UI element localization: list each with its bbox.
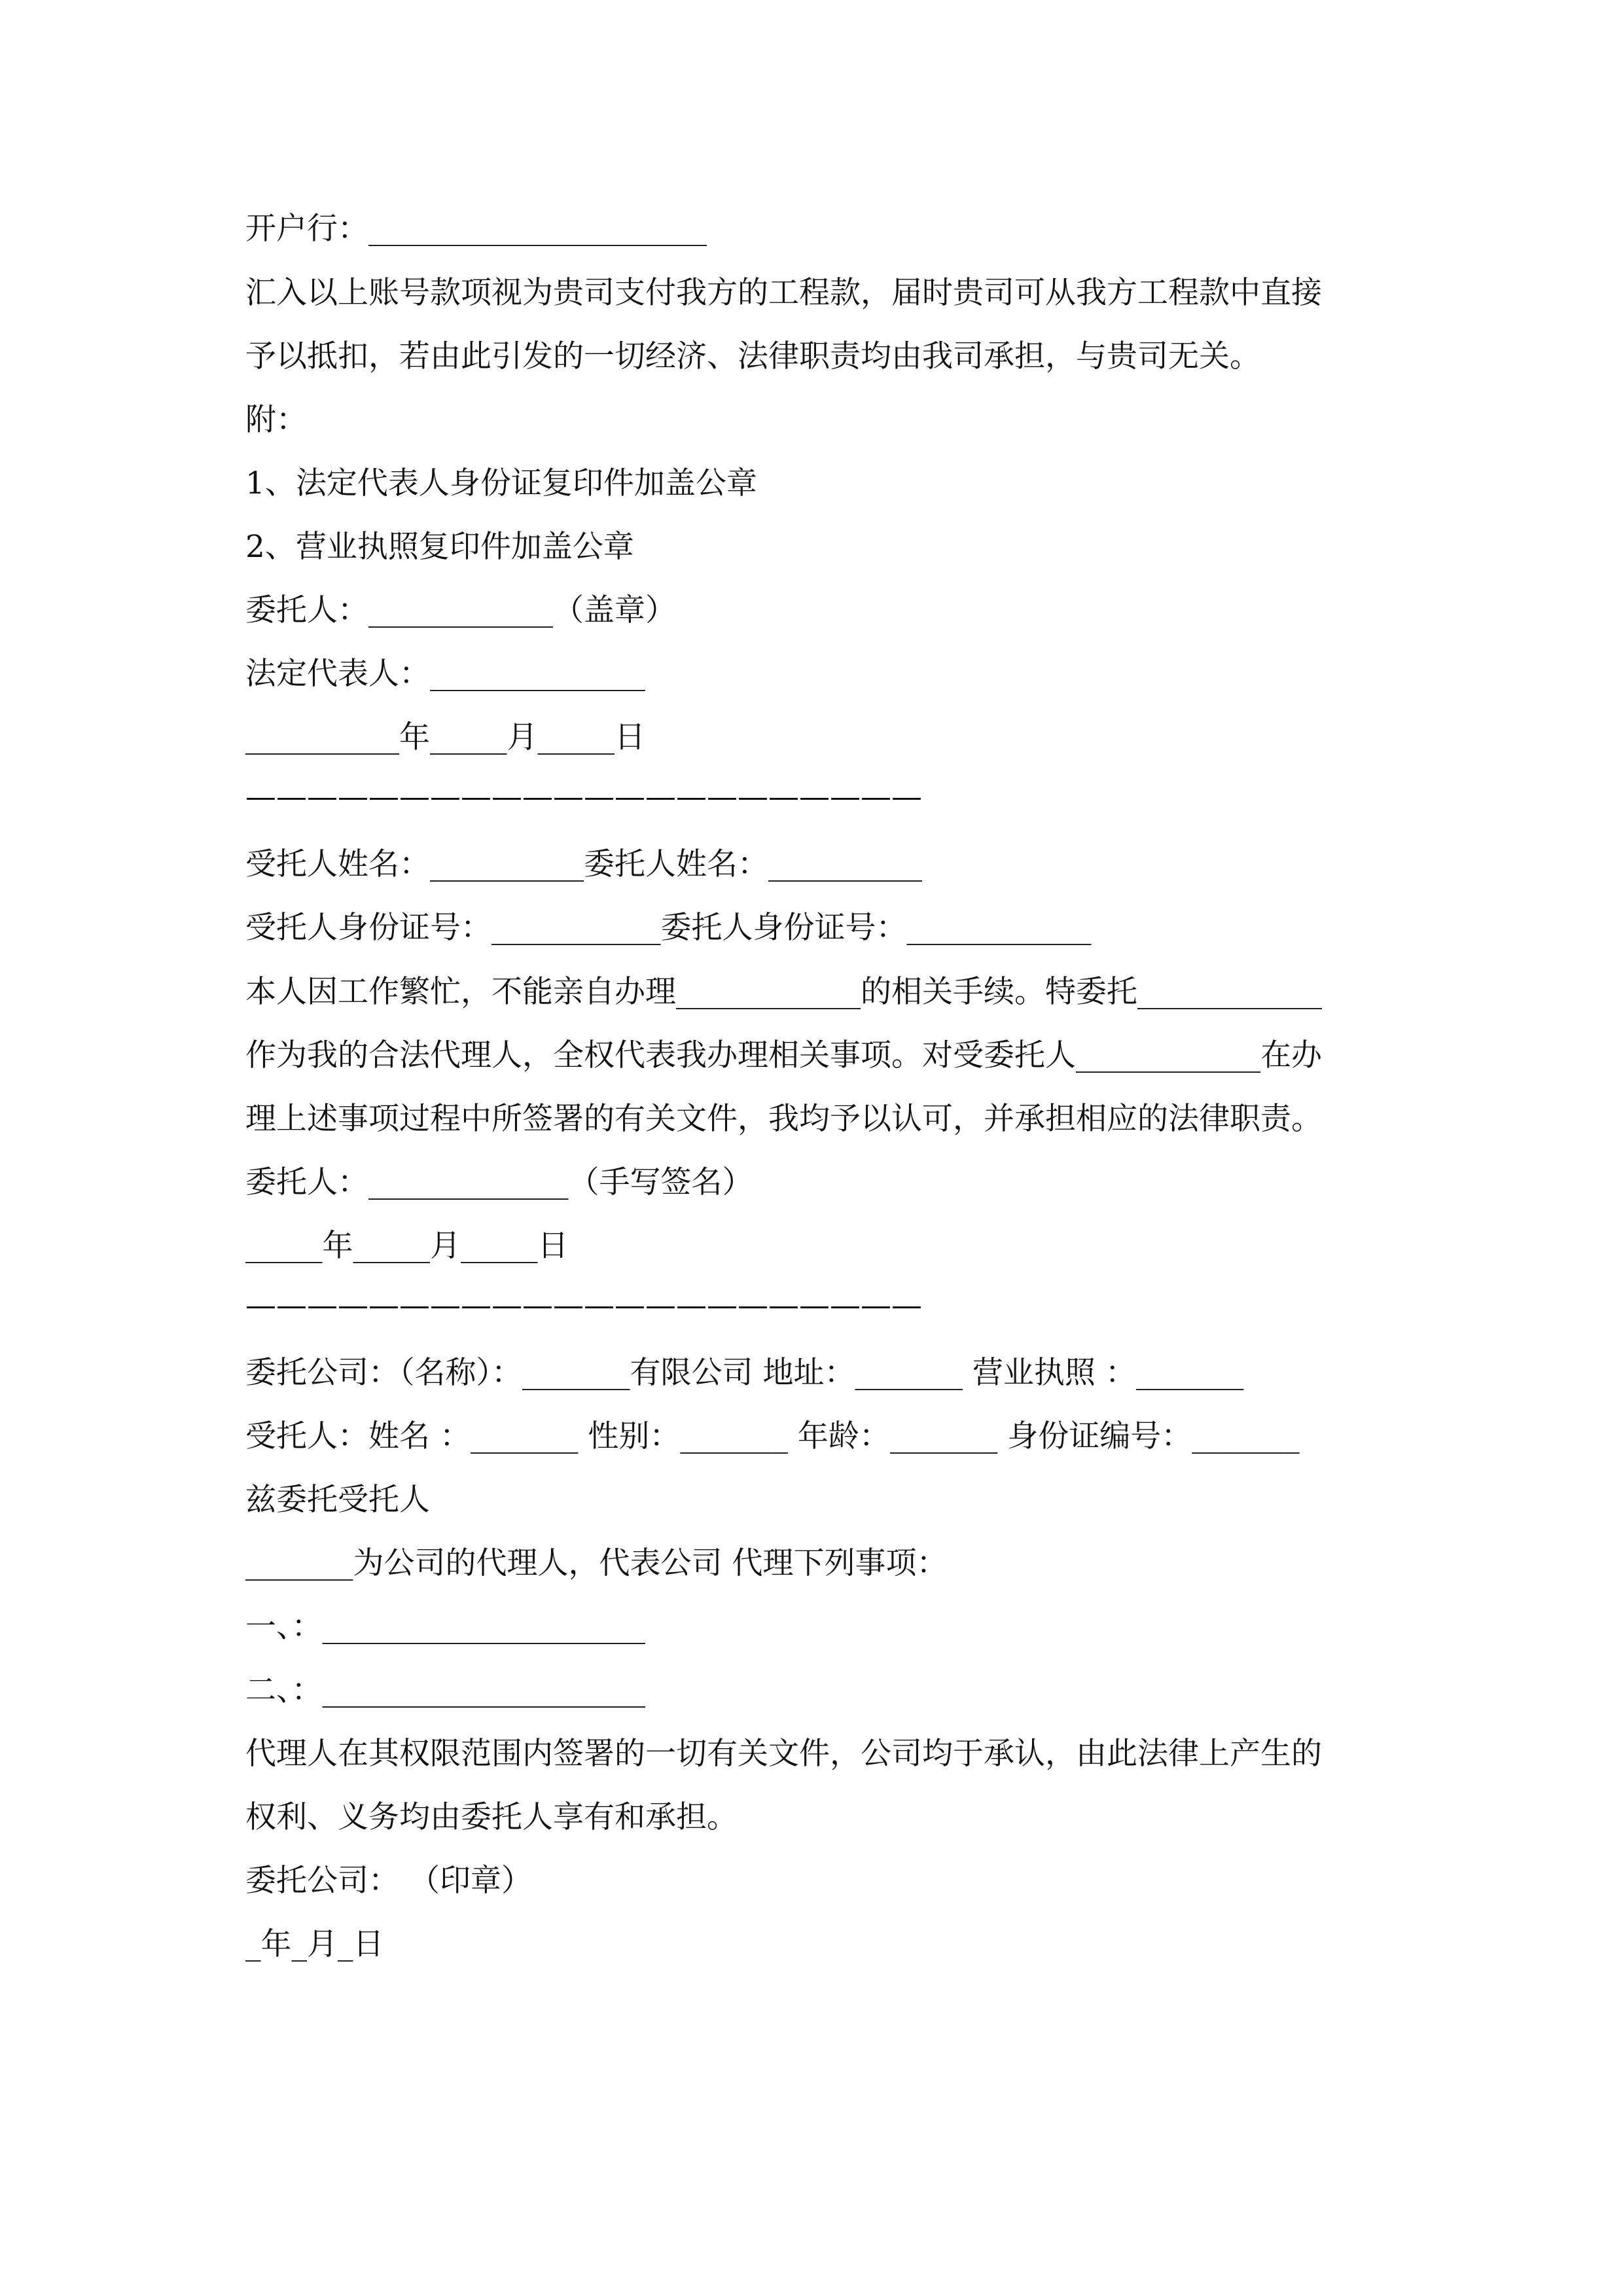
bank-line: 开户行：______________________ <box>245 211 707 247</box>
payment-statement-line-2: 予以抵扣，若由此引发的一切经济、法律职责均由我司承担，与贵司无关。 <box>245 338 1260 374</box>
authorization-line-2: 作为我的合法代理人，全权代表我办理相关事项。对受委托人____________在办 <box>245 1037 1322 1073</box>
id-numbers-line: 受托人身份证号：___________委托人身份证号：____________ <box>245 910 1092 946</box>
date-line-3: _年_月_日 <box>245 1926 384 1962</box>
section-divider-2: —————————————————————— <box>245 1287 922 1323</box>
principal-signature-line: 委托人：_____________（手写签名） <box>245 1164 753 1200</box>
liability-line-2: 权利、义务均由委托人享有和承担。 <box>245 1799 738 1835</box>
attachment-heading: 附： <box>245 402 307 438</box>
agent-appointment-line: _______为公司的代理人，代表公司 代理下列事项： <box>245 1545 948 1581</box>
company-info-line: 委托公司：（名称）：_______有限公司 地址：_______ 营业执照 ：_______ <box>245 1355 1244 1391</box>
legal-representative-line: 法定代表人：______________ <box>245 656 645 692</box>
names-line: 受托人姓名：__________委托人姓名：__________ <box>245 846 922 882</box>
principal-seal-line: 委托人：____________（盖章） <box>245 592 676 628</box>
section-divider-1: —————————————————————— <box>245 779 922 815</box>
date-line-1: __________年_____月_____日 <box>245 719 645 755</box>
attachment-item-1: 1、法定代表人身份证复印件加盖公章 <box>245 465 757 501</box>
company-seal-line: 委托公司： （印章） <box>245 1863 532 1899</box>
payment-statement-line-1: 汇入以上账号款项视为贵司支付我方的工程款，届时贵司可从我方工程款中直接 <box>245 275 1322 311</box>
liability-line-1: 代理人在其权限范围内签署的一切有关文件，公司均于承认，由此法律上产生的 <box>245 1736 1322 1772</box>
attachment-item-2: 2、营业执照复印件加盖公章 <box>245 529 634 565</box>
authorization-line-1: 本人因工作繁忙，不能亲自办理____________的相关手续。特委托____________ <box>245 974 1322 1010</box>
date-line-2: _____年_____月_____日 <box>245 1228 569 1264</box>
entrust-line: 兹委托受托人 <box>245 1482 430 1518</box>
matter-item-2: 二、：_____________________ <box>245 1672 645 1708</box>
matter-item-1: 一、：_____________________ <box>245 1609 645 1645</box>
agent-info-line: 受托人：姓名 ：_______ 性别：_______ 年龄：_______ 身份证编号：_______ <box>245 1418 1300 1454</box>
authorization-line-3: 理上述事项过程中所签署的有关文件，我均予以认可，并承担相应的法律职责。 <box>245 1101 1322 1137</box>
